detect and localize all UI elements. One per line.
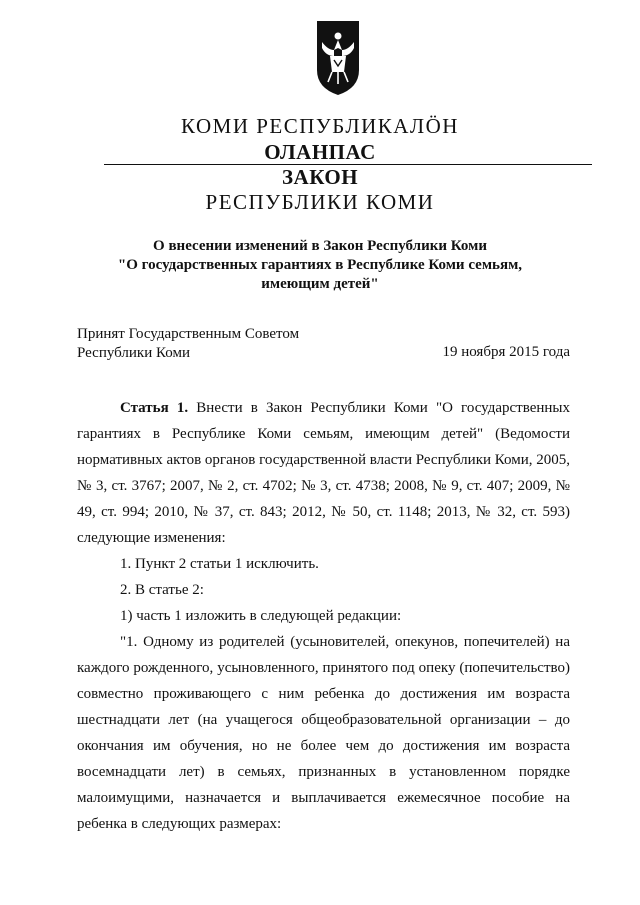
law-title-line: О внесении изменений в Закон Республики Коми — [153, 238, 487, 254]
adoption-date: 19 ноября 2015 года — [442, 344, 570, 360]
adoption-info — [77, 325, 299, 363]
header-komi-law: ОЛАНПАС — [264, 140, 376, 164]
header-komi-republic: КОМИ РЕСПУБЛИКАЛӦН — [181, 114, 459, 138]
header-republic-komi: РЕСПУБЛИКИ КОМИ — [205, 190, 435, 214]
adoption-line: Республики Коми — [77, 345, 190, 361]
law-title-line: "О государственных гарантиях в Республике Коми семьям, — [117, 257, 523, 273]
article-1-intro — [77, 395, 570, 551]
article-1-item-1: 1. Пункт 2 статьи 1 исключить. — [120, 556, 319, 572]
adoption-line: Принят Государственным Советом — [77, 326, 300, 342]
article-1-quote: "1. Одному из родителей (усыновителей, опекунов, попечителей) на каждого рожденного, усыновленного, принятого под опеку (попечительство) совместно проживающего с ним ребенка до достижения им возраста шестнадцати лет (на учащегося общеобразовательной организации – до окончания им обучения, но не более чем до достижения им возраста восемнадцати лет) в семьях, признанных в установленном порядке малоимущими, назначается и выплачивается ежемесячное пособие на ребенка в следующих размерах: — [77, 634, 570, 832]
header-law: ЗАКОН — [281, 165, 359, 189]
law-title-line: имеющим детей" — [261, 276, 379, 292]
law-title — [60, 237, 580, 294]
article-1-item-2-1: 1) часть 1 изложить в следующей редакции: — [120, 608, 402, 624]
article-body — [77, 395, 570, 837]
article-1-label: Статья 1. — [120, 400, 189, 416]
coat-of-arms-emblem — [316, 20, 360, 96]
article-1-text: Внести в Закон Республики Коми "О государственных гарантиях в Республике Коми семьям, имеющим детей" (Ведомости нормативных актов органов государственной власти Республики Коми, 2005, № 3, ст. 3767; 2007, № 2, ст. 4702; № 3, ст. 4738; 2008, № 9, ст. 407; 2009, № 49, ст. 994; 2010, № 37, ст. 843; 2012, № 50, ст. 1148; 2013, № 32, ст. 593) следующие изменения: — [77, 400, 571, 546]
article-1-item-2: 2. В статье 2: — [120, 582, 204, 598]
